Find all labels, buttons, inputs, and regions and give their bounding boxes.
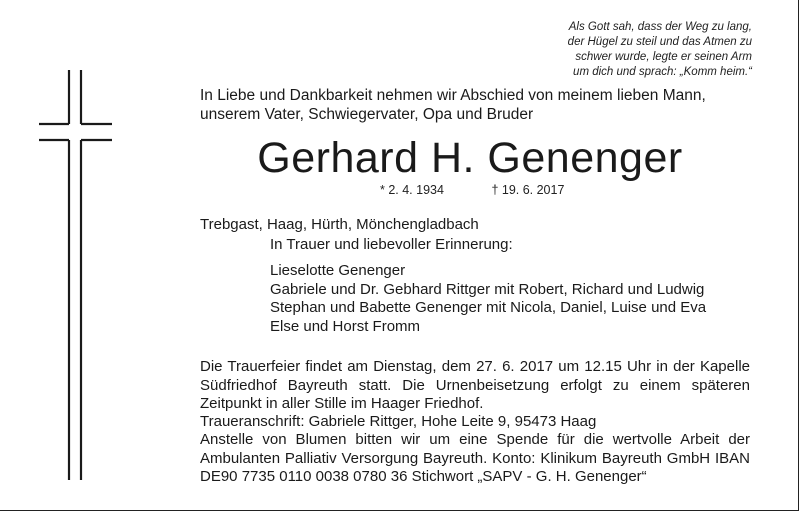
donation-info: Anstelle von Blumen bitten wir um eine Spende für die wertvolle Arbeit der Ambulanten Palliativ Versorgung Bayreuth. Konto: Klinikum Bayreuth GmbH IBAN DE90 7735 0110 0038 0780 36 Stichwort „SAPV - G. H. Genenger“ <box>200 431 750 485</box>
mourning-heading: In Trauer und liebevoller Erinnerung: <box>270 236 513 253</box>
family-member: Gabriele und Dr. Gebhard Rittger mit Robert, Richard und Ludwig <box>270 280 705 298</box>
death-date: † 19. 6. 2017 <box>491 183 565 197</box>
quote-line: Als Gott sah, dass der Weg zu lang, <box>568 21 752 33</box>
family-list <box>270 262 706 336</box>
cross-icon <box>0 0 140 512</box>
quote-line: der Hügel zu steil und das Atmen zu <box>567 36 752 48</box>
intro-text <box>200 86 706 124</box>
family-member: Else und Horst Fromm <box>270 317 421 335</box>
deceased-name: Gerhard H. Genenger <box>257 134 683 182</box>
intro-line: In Liebe und Dankbarkeit nehmen wir Abschied von meinem lieben Mann, <box>200 87 706 104</box>
places-line: Trebgast, Haag, Hürth, Mönchengladbach <box>200 216 479 233</box>
mourning-address: Traueranschrift: Gabriele Rittger, Hohe Leite 9, 95473 Haag <box>200 413 597 430</box>
family-member: Lieselotte Genenger <box>270 262 406 279</box>
birth-date: * 2. 4. 1934 <box>380 183 444 197</box>
intro-line: unserem Vater, Schwiegervater, Opa und Bruder <box>200 106 534 123</box>
quote-line: schwer wurde, legte er seinen Arm <box>575 51 752 63</box>
poem-quote <box>537 20 752 80</box>
life-dates <box>380 183 608 197</box>
funeral-info: Die Trauerfeier findet am Dienstag, dem 27. 6. 2017 um 12.15 Uhr in der Kapelle Südfriedhof Bayreuth statt. Die Urnenbeisetzung erfolgt zu einem späteren Zeitpunkt in aller Stille im Haager Friedhof. <box>200 358 750 412</box>
quote-line: um dich und sprach: „Komm heim.“ <box>573 66 752 78</box>
family-member: Stephan und Babette Genenger mit Nicola, Daniel, Luise und Eva <box>270 299 707 316</box>
